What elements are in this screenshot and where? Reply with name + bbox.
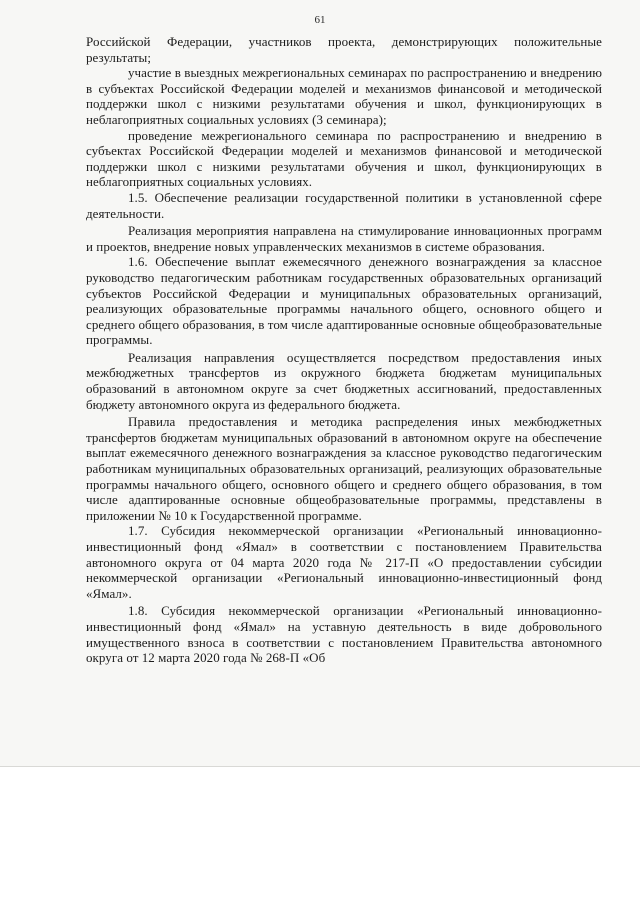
paragraph-1-5: 1.5. Обеспечение реализации государственной политики в установленной сфере деятельности. — [86, 189, 602, 221]
document-body — [86, 34, 602, 666]
paragraph-1-5-implementation: Реализация мероприятия направлена на стимулирование инновационных программ и проектов, внедрение новых управленческих механизмов в системе образования. — [86, 223, 602, 254]
paragraph-1-6: 1.6. Обеспечение выплат ежемесячного денежного вознаграждения за классное руководство педагогическим работникам государственных образовательных организаций субъектов Российской Федерации и муниципальных образовательных организаций, реализующих образовательные программы начального общего, основного общего и среднего общего образования, в том числе адаптированные основные общеобразовательные программы. — [86, 254, 602, 348]
paragraph-1-6-implementation: Реализация направления осуществляется посредством предоставления иных межбюджетных трансфертов из окружного бюджета бюджетам муниципальных образований в автономном округе за счет бюджетных ассигнований, предоставленных бюджету автономного округа из федерального бюджета. — [86, 349, 602, 412]
page-number: 61 — [314, 14, 326, 26]
paragraph-seminars-participation: участие в выездных межрегиональных семинарах по распространению и внедрению в субъектах Российской Федерации моделей и механизмов финансовой и методической поддержки школ с низкими результатами обучения и школ, функционирующих в неблагоприятных социальных условиях (3 семинара); — [86, 65, 602, 127]
blank-area — [0, 767, 640, 905]
paragraph-continuation: Российской Федерации, участников проекта, демонстрирующих положительные результаты; — [86, 34, 602, 65]
paragraph-1-8: 1.8. Субсидия некоммерческой организации «Региональный инновационно-инвестиционный фонд «Ямал» на уставную деятельность в виде добровольного имущественного взноса в соответствии с постановлением Правительства автономного округа от 12 марта 2020 года № 268-П «Об — [86, 603, 602, 666]
paragraph-1-7: 1.7. Субсидия некоммерческой организации «Региональный инновационно-инвестиционный фонд «Ямал» в соответствии с постановлением Правительства автономного округа от 04 марта 2020 года № 217-П «О предоставлении субсидии некоммерческой организации «Региональный инновационно-инвестиционный фонд «Ямал». — [86, 523, 602, 601]
paragraph-seminar-holding: проведение межрегионального семинара по распространению и внедрению в субъектах Российской Федерации моделей и механизмов финансовой и методической поддержки школ с низкими результатами обучения и школ, функционирующих в неблагоприятных социальных условиях. — [86, 127, 602, 190]
paragraph-1-6-rules: Правила предоставления и методика распределения иных межбюджетных трансфертов бюджетам муниципальных образований в автономном округе на обеспечение выплат ежемесячного денежного вознаграждения за классное руководство педагогическим работникам муниципальных образовательных организаций, реализующих образовательные программы начального общего, основного общего и среднего общего образования, в том числе адаптированные основные общеобразовательные программы, представлены в приложении № 10 к Государственной программе. — [86, 414, 602, 523]
